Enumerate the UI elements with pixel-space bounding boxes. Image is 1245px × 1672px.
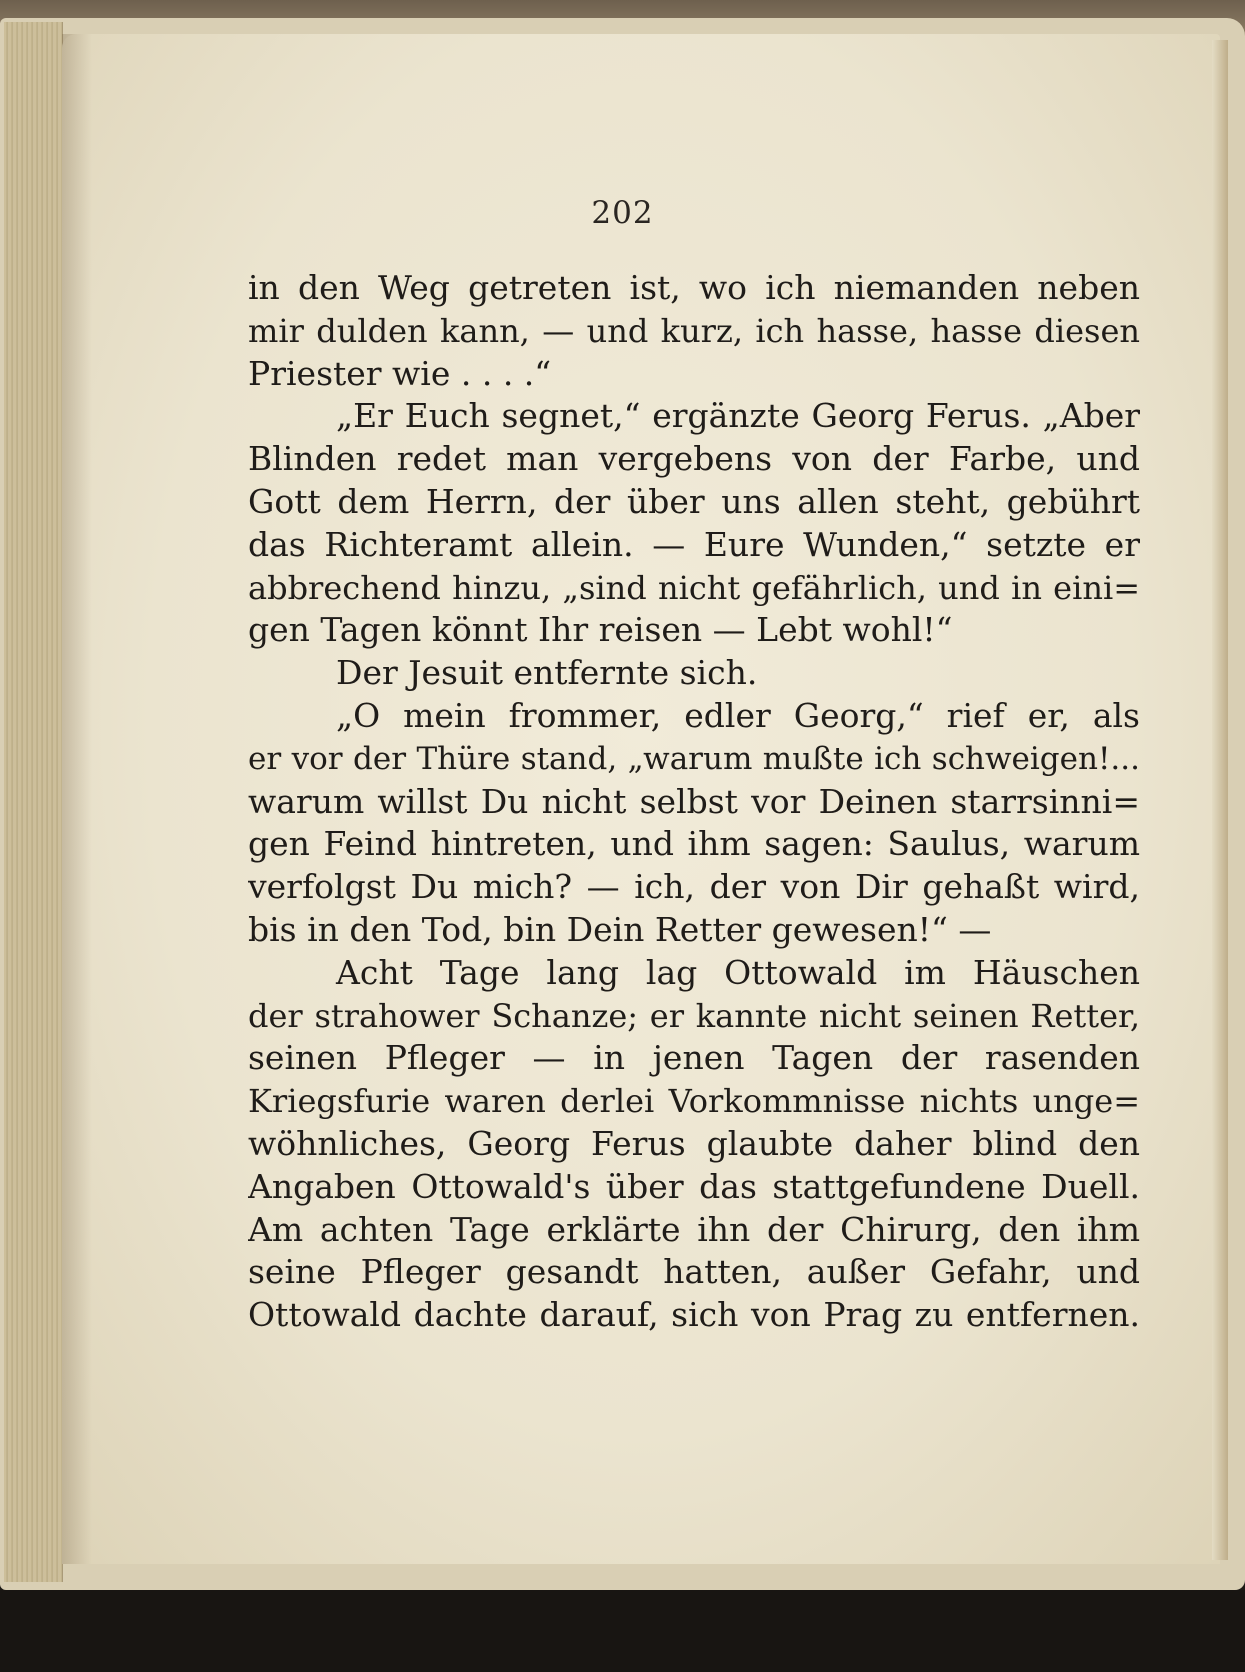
- text-line: seinen Pfleger — in jenen Tagen der rasenden: [248, 1038, 1140, 1078]
- text-line: Priester wie . . . .“: [248, 353, 552, 393]
- text-line: er vor der Thüre stand, „warum mußte ich schweigen!...: [248, 740, 1140, 777]
- text-line: warum willst Du nicht selbst vor Deinen starrsinni=: [248, 781, 1140, 821]
- text-line: Am achten Tage erklärte ihn der Chirurg, den ihm: [248, 1209, 1140, 1249]
- page-text: [248, 267, 1140, 1337]
- text-line: „O mein frommer, edler Georg,“ rief er, als: [336, 695, 1140, 735]
- text-line: das Richteramt allein. — Eure Wunden,“ setzte er: [248, 524, 1140, 564]
- text-line: der strahower Schanze; er kannte nicht seinen Retter,: [248, 996, 1140, 1035]
- text-line: Acht Tage lang lag Ottowald im Häuschen: [336, 952, 1140, 992]
- gutter-shadow: [62, 34, 92, 1564]
- text-line: mir dulden kann, — und kurz, ich hasse, hasse diesen: [248, 311, 1140, 350]
- text-line: wöhnliches, Georg Ferus glaubte daher blind den: [248, 1123, 1140, 1163]
- text-line: Angaben Ottowald's über das stattgefundene Duell.: [248, 1166, 1140, 1206]
- text-line: gen Feind hintreten, und ihm sagen: Saulus, warum: [248, 824, 1140, 864]
- text-line: in den Weg getreten ist, wo ich niemanden neben: [248, 268, 1140, 307]
- text-line: Ottowald dachte darauf, sich von Prag zu entfernen.: [248, 1295, 1140, 1335]
- page-stack-edge: [4, 22, 63, 1582]
- text-line: gen Tagen könnt Ihr reisen — Lebt wohl!“: [248, 610, 953, 650]
- text-line: „Er Euch segnet,“ ergänzte Georg Ferus. „Aber: [336, 396, 1140, 436]
- text-line: Kriegsfurie waren derlei Vorkommnisse nichts unge=: [248, 1082, 1140, 1121]
- text-line: bis in den Tod, bin Dein Retter gewesen!“ —: [248, 909, 992, 949]
- scan-background: [0, 1590, 1245, 1672]
- page-right-edge: [1212, 40, 1228, 1560]
- text-line: Gott dem Herrn, der über uns allen steht, gebührt: [248, 481, 1140, 521]
- text-line: Blinden redet man vergebens von der Farbe, und: [248, 439, 1140, 479]
- page-number: 202: [591, 195, 654, 231]
- text-line: abbrechend hinzu, „sind nicht gefährlich, und in eini=: [248, 568, 1140, 607]
- text-line: seine Pfleger gesandt hatten, außer Gefahr, und: [248, 1252, 1140, 1292]
- text-line: Der Jesuit entfernte sich.: [336, 653, 758, 693]
- text-line: verfolgst Du mich? — ich, der von Dir gehaßt wird,: [248, 867, 1140, 907]
